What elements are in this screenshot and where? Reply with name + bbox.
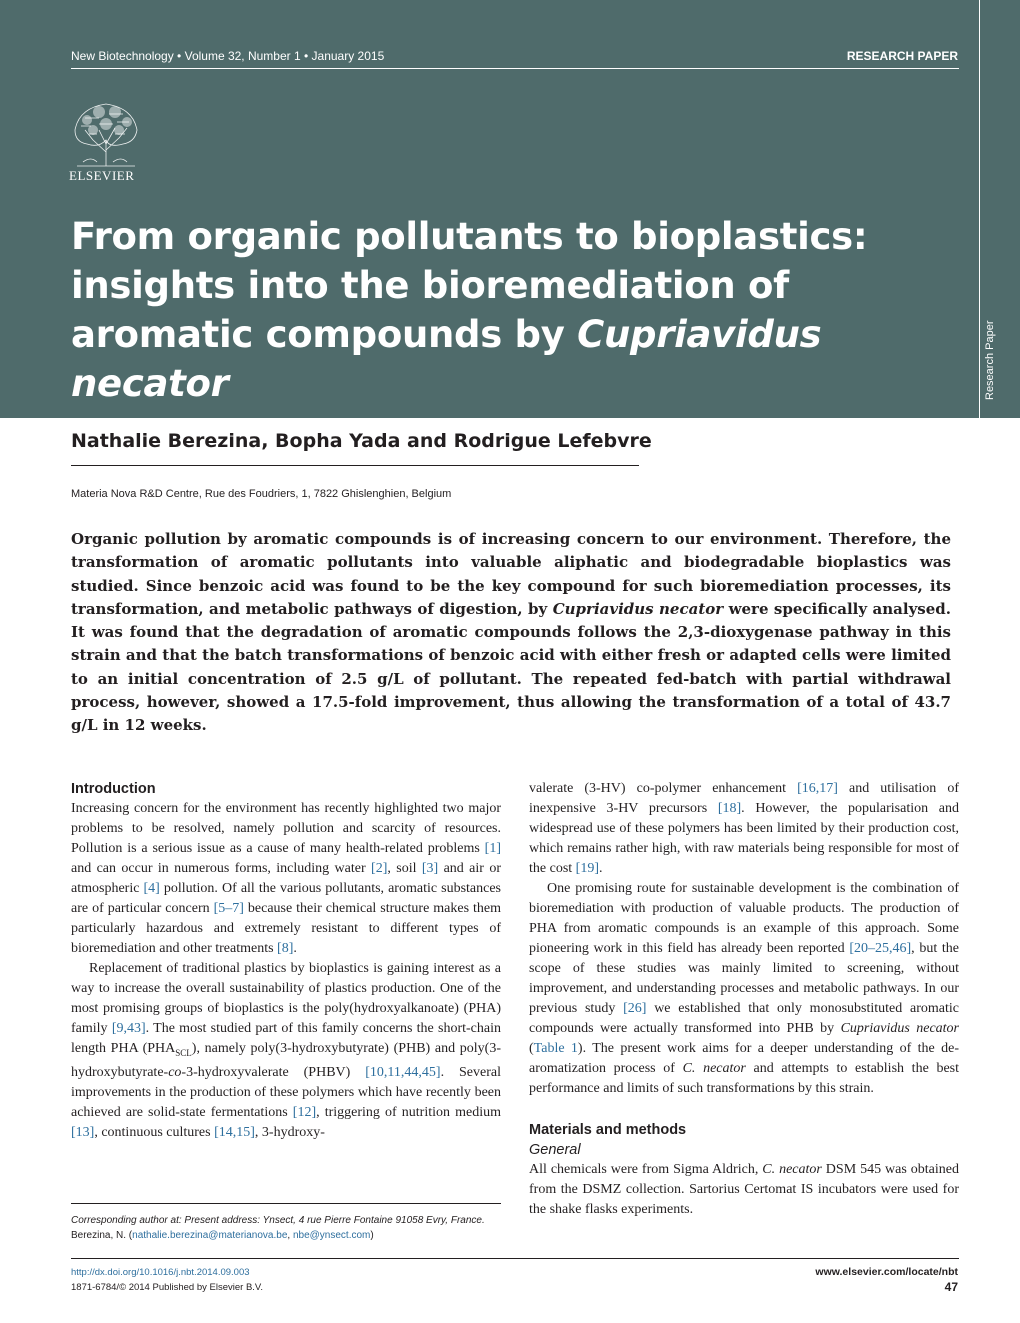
section-heading-methods: Materials and methods	[529, 1122, 687, 1138]
text: ,	[287, 1230, 293, 1241]
text: and air or atmospheric	[71, 861, 501, 896]
text: ), namely poly(3-hydroxybutyrate) (PHB) and poly(3-hydroxybutyrate-	[71, 1041, 501, 1080]
citation-link[interactable]: [8]	[277, 941, 294, 956]
affiliation: Materia Nova R&D Centre, Rue des Foudriers, 1, 7822 Ghislenghien, Belgium	[71, 488, 452, 500]
title-species-epithet: necator	[71, 362, 229, 405]
text: .	[598, 861, 603, 876]
author-list: Nathalie Berezina, Bopha Yada and Rodrigue Lefebvre	[71, 430, 652, 452]
citation-link[interactable]: [13]	[71, 1124, 95, 1140]
paragraph-methods-1	[529, 1160, 959, 1220]
text-italic: C. necator	[682, 1061, 746, 1076]
title-species-genus: Cupriavidus	[577, 313, 822, 356]
citation-link[interactable]: [4]	[143, 881, 160, 896]
paragraph-intro-4	[529, 879, 959, 1099]
spacer	[529, 1099, 959, 1120]
text: DSM 545 was obtained from the DSMZ collection. Sartorius Certomat IS incubators were used for the shake flasks experiments.	[529, 1162, 959, 1217]
text: . The most studied part of this family concerns the short-chain length PHA (PHA	[71, 1021, 501, 1056]
footnote-divider	[71, 1203, 501, 1204]
text: valerate (3-HV) co-polymer enhancement	[529, 781, 798, 796]
body-column-right	[529, 779, 959, 1220]
paragraph-intro-3	[529, 779, 959, 879]
citation-link[interactable]: [9,43]	[111, 1021, 146, 1036]
citation-link[interactable]: [10,11,44,45]	[365, 1064, 441, 1080]
section-heading-introduction: Introduction	[71, 781, 156, 797]
table-link[interactable]: Table 1	[533, 1041, 578, 1056]
text: )	[370, 1230, 374, 1241]
text-italic: co	[168, 1064, 182, 1080]
citation-link[interactable]: [18]	[717, 801, 742, 816]
footnote-emails	[71, 1228, 501, 1243]
abstract-text-1: Organic pollution by aromatic compounds is of increasing concern to our environment. Therefore, the transformation of aromatic pollutants into valuable aliphatic and biodegradable bioplastics was studied. Since benzoic acid was found to be the key compound for such bioremediation processes, its transformation, and metabolic pathways of digestion, by	[71, 530, 951, 618]
text: ). The present work aims for a deeper understanding of the de-aromatization process of	[529, 1041, 959, 1076]
paragraph-intro-2	[71, 959, 501, 1143]
text: Increasing concern for the environment has recently highlighted two major problems to be resolved, namely pollution and scarcity of resources. Pollution is a serious issue as a cause of many health-related problems	[71, 801, 501, 856]
text: One promising route for sustainable development is the combination of bioremediation with production of valuable products. The production of PHA from aromatic compounds is an example of this approach. Some pioneering work in this field has already been reported	[529, 881, 959, 956]
text: and can occur in numerous forms, including water	[71, 861, 372, 876]
email-link[interactable]: nathalie.berezina@materianova.be	[132, 1230, 288, 1241]
citation-link[interactable]: [20–25,46]	[849, 941, 912, 956]
footnote-address: Corresponding author at: Present address: Ynsect, 4 rue Pierre Fontaine 91058 Evry, France.	[71, 1215, 485, 1226]
subsection-heading-general: General	[529, 1142, 581, 1158]
text: , but the scope of these studies was mainly limited to screening, without improvement, and understanding processes and metabolic pathways. In our previous study	[529, 941, 959, 1016]
text: (	[529, 1041, 534, 1056]
text: , soil	[387, 861, 422, 876]
article-type-label: RESEARCH PAPER	[846, 49, 958, 63]
text-italic: C. necator	[762, 1162, 822, 1177]
text: we established that only monosubstituted aromatic compounds were actually transformed into PHB by	[529, 1001, 959, 1036]
citation-link[interactable]: [16,17]	[797, 781, 838, 796]
text: and attempts to establish the best performance and limits of such transformations by this strain.	[529, 1061, 959, 1096]
title-line-3: aromatic compounds by	[71, 313, 578, 356]
text: pollution. Of all the various pollutants, aromatic substances are of particular concern	[71, 881, 501, 916]
text: . However, the popularisation and widespread use of these polymers has been limited by their production cost, which remains rather high, with raw materials being responsible for most of the cost	[529, 801, 959, 876]
corresponding-author-footnote	[71, 1213, 501, 1243]
citation-link[interactable]: [2]	[371, 861, 388, 876]
text: Replacement of traditional plastics by bioplastics is gaining interest as a way to increase the overall sustainability of plastics production. One of the most promising groups of bioplastics is the poly(hydroxyalkanoate) (PHA) family	[71, 961, 501, 1036]
citation-link[interactable]: [19]	[575, 861, 599, 876]
copyright-notice: 1871-6784/© 2014 Published by Elsevier B.V.	[71, 1282, 264, 1293]
text: , 3-hydroxy-	[254, 1124, 325, 1140]
text: , triggering of nutrition medium	[316, 1104, 501, 1120]
side-tab-label: Research Paper	[984, 320, 996, 400]
text: .	[293, 941, 297, 956]
title-line-2: insights into the bioremediation of	[71, 264, 789, 307]
abstract	[71, 528, 951, 738]
article-title	[71, 212, 871, 408]
abstract-text-2: were specifically analysed. It was found that the degradation of aromatic compounds follows the 2,3-dioxygenase pathway in this strain and that the batch transformations of benzoic acid with either fresh or adapted cells were limited to an initial concentration of 2.5 g/L of pollutant. The repeated fed-batch with partial withdrawal process, however, showed a 17.5-fold improvement, thus allowing the transformation of a total of 43.7 g/L in 12 weeks.	[71, 599, 951, 735]
text: All chemicals were from Sigma Aldrich,	[529, 1162, 763, 1177]
abstract-species: Cupriavidus necator	[552, 599, 724, 618]
citation-link[interactable]: [1]	[484, 841, 501, 856]
text: Berezina, N. (	[71, 1230, 133, 1241]
footer-divider	[71, 1258, 959, 1259]
author-divider	[71, 465, 639, 466]
journal-citation: New Biotechnology • Volume 32, Number 1 • January 2015	[71, 49, 385, 63]
subscript: SCL	[175, 1047, 192, 1058]
text: and utilisation of inexpensive 3-HV precursors	[529, 781, 959, 816]
text: -3-hydroxyvalerate (PHBV)	[181, 1064, 366, 1080]
text-italic: Cupriavidus necator	[840, 1021, 959, 1036]
citation-link[interactable]: [14,15]	[214, 1124, 255, 1140]
text: . Several improvements in the production of these polymers which have recently been achieved are solid-state fermentations	[71, 1064, 502, 1120]
text: , continuous cultures	[94, 1124, 215, 1140]
email-link[interactable]: nbe@ynsect.com	[292, 1230, 371, 1241]
citation-link[interactable]: [5–7]	[213, 901, 244, 916]
journal-website-link[interactable]: www.elsevier.com/locate/nbt	[815, 1266, 958, 1278]
doi-link[interactable]: http://dx.doi.org/10.1016/j.nbt.2014.09.003	[71, 1267, 250, 1278]
publisher-logo-text: ELSEVIER	[69, 168, 135, 183]
text: because their chemical structure makes them particularly hazardous and extremely resistant to different types of bioremediation and other treatments	[71, 901, 501, 956]
title-line-1: From organic pollutants to bioplastics:	[71, 215, 868, 258]
paragraph-intro-1	[71, 799, 501, 959]
citation-link[interactable]: [26]	[623, 1001, 647, 1016]
citation-link[interactable]: [3]	[421, 861, 439, 876]
body-column-left	[71, 779, 501, 1143]
header-divider	[71, 68, 959, 69]
page-number: 47	[944, 1280, 958, 1294]
citation-link[interactable]: [12]	[292, 1104, 317, 1120]
